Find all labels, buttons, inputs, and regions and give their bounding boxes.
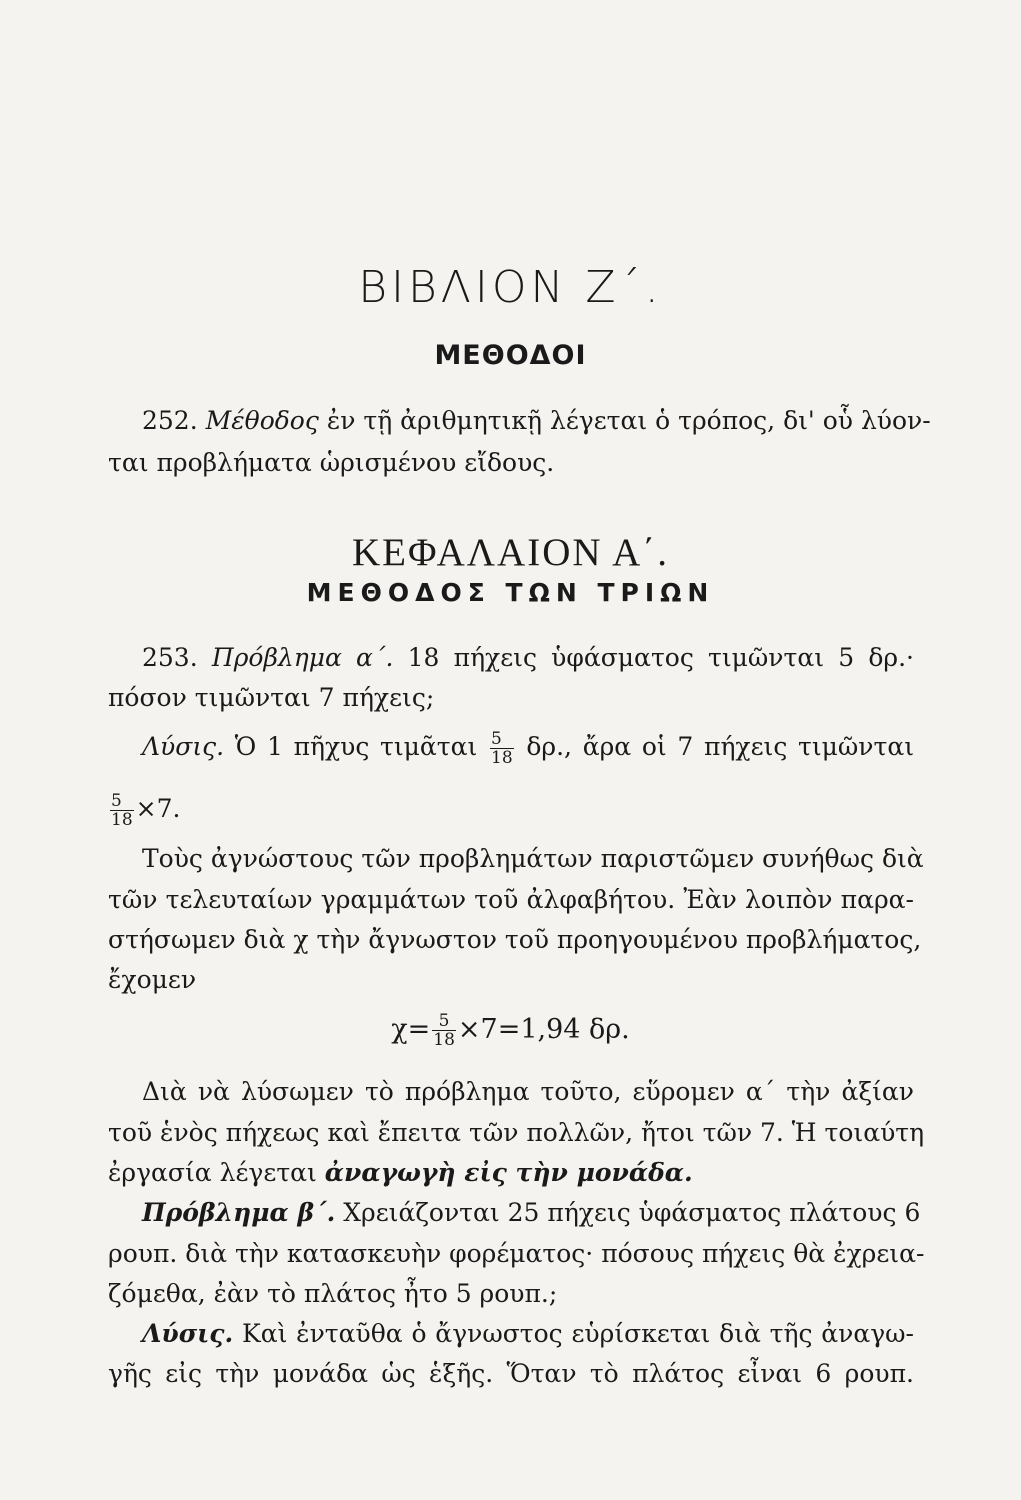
- formula-lhs: χ=: [391, 1014, 431, 1045]
- sec253-line2: πόσον τιμῶνται 7 πήχεις;: [108, 683, 435, 712]
- fraction-denominator: 18: [433, 1030, 455, 1050]
- para1-line1: Τοὺς ἀγνώστους τῶν προβλημάτων παριστῶμεν συνήθως διὰ: [142, 844, 924, 873]
- problem-b-line2: ρουπ. διὰ τὴν κατασκευὴν φορέματος· πόσους πήχεις θὰ ἐχρεια-: [108, 1239, 925, 1268]
- fraction-5-18: [490, 730, 514, 767]
- para2-line1: Διὰ νὰ λύσωμεν τὸ πρόβλημα τοῦτο, εὕρομεν α΄ τὴν ἀξίαν: [142, 1077, 914, 1106]
- formula-rhs: ×7=1,94 δρ.: [457, 1014, 630, 1045]
- problem-b-line1: [142, 1197, 921, 1229]
- problem-b-line3: ζόμεθα, ἐὰν τὸ πλάτος ἦτο 5 ρουπ.;: [108, 1279, 558, 1308]
- solution-b-label: Λύσις.: [142, 1319, 234, 1348]
- sec252-line1: [142, 405, 931, 437]
- sec252-line1-text: ἐν τῇ ἀριθμητικῇ λέγεται ὁ τρόπος, δι' οὗ λύον-: [326, 406, 931, 435]
- sec252-line2: ται προβλήματα ὡρισμένου εἴδους.: [108, 448, 555, 477]
- term-reduction-to-unity: ἀναγωγὴ εἰς τὴν μονάδα.: [324, 1158, 693, 1187]
- sec253-fraction-line: [108, 792, 914, 829]
- para1-line2: τῶν τελευταίων γραμμάτων τοῦ ἀλφαβήτου. Ἐὰν λοιπὸν παρα-: [108, 885, 914, 914]
- chapter-title: ΚΕΦΑΛΑΙΟΝ Α΄.: [351, 531, 670, 574]
- para2-line3: [108, 1157, 914, 1189]
- book-subtitle: ΜΕΘΟΔΟΙ: [434, 340, 587, 371]
- fraction-denominator: 18: [111, 810, 133, 830]
- para1-line4: ἔχομεν: [108, 965, 197, 994]
- chapter-subtitle: ΜΕΘΟΔΟΣ ΤΩΝ ΤΡΙΩΝ: [306, 578, 715, 607]
- fraction-numerator: 5: [432, 1012, 456, 1031]
- solution-b-line1-text: Καὶ ἐνταῦθα ὁ ἄγνωστος εὑρίσκεται διὰ τῆς ἀναγω-: [242, 1319, 914, 1348]
- para2-line2: τοῦ ἑνὸς πήχεως καὶ ἔπειτα τῶν πολλῶν, ἤτοι τῶν 7. Ἡ τοιαύτη: [108, 1118, 925, 1147]
- problem-b-label: Πρόβλημα β΄.: [142, 1198, 336, 1227]
- times-seven: ×7.: [135, 794, 181, 823]
- solution-a-text-b: δρ., ἄρα οἱ 7 πήχεις τιμῶνται: [526, 732, 915, 761]
- problem-a-label: Πρόβλημα α΄.: [211, 643, 394, 672]
- problem-b-line1-text: Χρειάζονται 25 πήχεις ὑφάσματος πλάτους 6: [343, 1198, 921, 1227]
- sec253-number: 253.: [142, 643, 198, 672]
- sec253-line1-text: 18 πήχεις ὑφάσματος τιμῶνται 5 δρ.·: [407, 643, 914, 672]
- fraction-denominator: 18: [491, 748, 513, 768]
- fraction-5-18: [432, 1012, 456, 1049]
- solution-b-line1: [142, 1318, 914, 1350]
- solution-a-text-a: Ὁ 1 πῆχυς τιμᾶται: [234, 732, 478, 761]
- fraction-5-18: [110, 792, 134, 829]
- fraction-numerator: 5: [110, 792, 134, 811]
- sec253-line1: [142, 642, 914, 674]
- sec252-term: Μέθοδος: [205, 406, 319, 435]
- solution-a-label: Λύσις.: [142, 732, 225, 761]
- para1-line3: στήσωμεν διὰ χ τὴν ἄγνωστον τοῦ προηγουμένου προβλήματος,: [108, 925, 922, 954]
- formula: [0, 1012, 1021, 1049]
- sec252-number: 252.: [142, 406, 198, 435]
- book-title: ΒΙΒΛΙΟΝ Ζ΄.: [358, 262, 663, 313]
- para2-line3-text: ἐργασία λέγεται: [108, 1158, 317, 1187]
- sec253-solution-line: [142, 730, 914, 767]
- fraction-numerator: 5: [490, 730, 514, 749]
- solution-b-line2: γῆς εἰς τὴν μονάδα ὡς ἑξῆς. Ὅταν τὸ πλάτος εἶναι 6 ρουπ.: [108, 1359, 914, 1388]
